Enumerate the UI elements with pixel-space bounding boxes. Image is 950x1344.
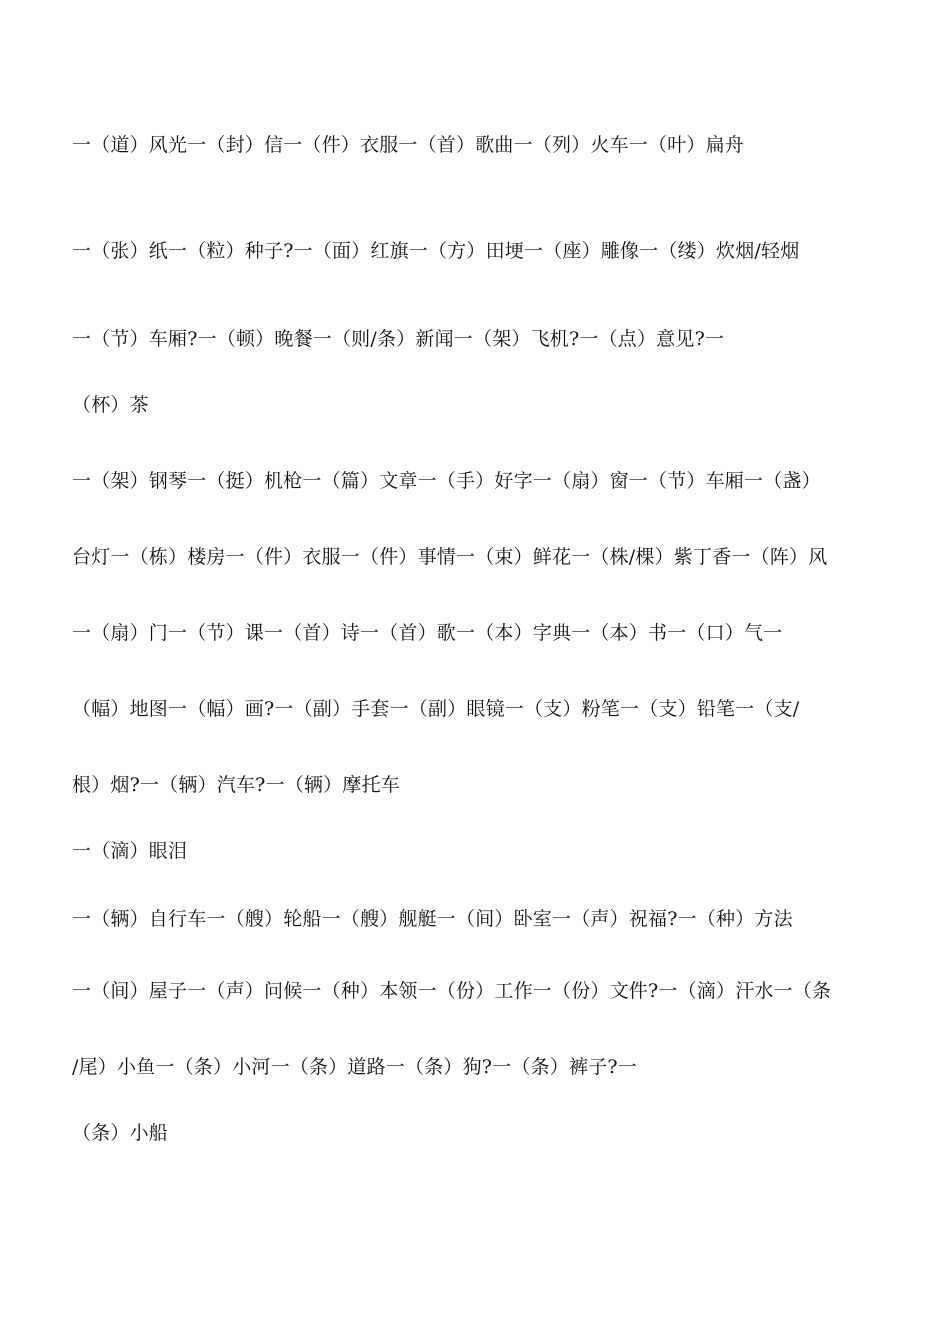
text-line-4: （杯）茶 — [72, 394, 149, 416]
text-line-12: 一（间）屋子一（声）问候一（种）本领一（份）工作一（份）文件?一（滴）汗水一（条 — [72, 980, 832, 1002]
text-line-2: 一（张）纸一（粒）种子?一（面）红旗一（方）田埂一（座）雕像一（缕）炊烟/轻烟 — [72, 240, 800, 262]
text-line-7: 一（扇）门一（节）课一（首）诗一（首）歌一（本）字典一（本）书一（口）气一 — [72, 622, 783, 644]
text-line-11: 一（辆）自行车一（艘）轮船一（艘）舰艇一（间）卧室一（声）祝福?一（种）方法 — [72, 908, 793, 930]
text-line-14: （条）小船 — [72, 1122, 169, 1144]
text-line-1: 一（道）风光一（封）信一（件）衣服一（首）歌曲一（列）火车一（叶）扁舟 — [72, 134, 745, 156]
text-line-8: （幅）地图一（幅）画?一（副）手套一（副）眼镜一（支）粉笔一（支）铅笔一（支/ — [72, 698, 800, 720]
text-line-3: 一（节）车厢?一（顿）晚餐一（则/条）新闻一（架）飞机?一（点）意见?一 — [72, 328, 725, 350]
text-line-9: 根）烟?一（辆）汽车?一（辆）摩托车 — [72, 774, 400, 796]
text-line-5: 一（架）钢琴一（挺）机枪一（篇）文章一（手）好字一（扇）窗一（节）车厢一（盏） — [72, 470, 821, 492]
text-line-6: 台灯一（栋）楼房一（件）衣服一（件）事情一（束）鲜花一（株/棵）紫丁香一（阵）风 — [72, 546, 828, 568]
text-line-13: /尾）小鱼一（条）小河一（条）道路一（条）狗?一（条）裤子?一 — [72, 1056, 637, 1078]
text-line-10: 一（滴）眼泪 — [72, 840, 188, 862]
